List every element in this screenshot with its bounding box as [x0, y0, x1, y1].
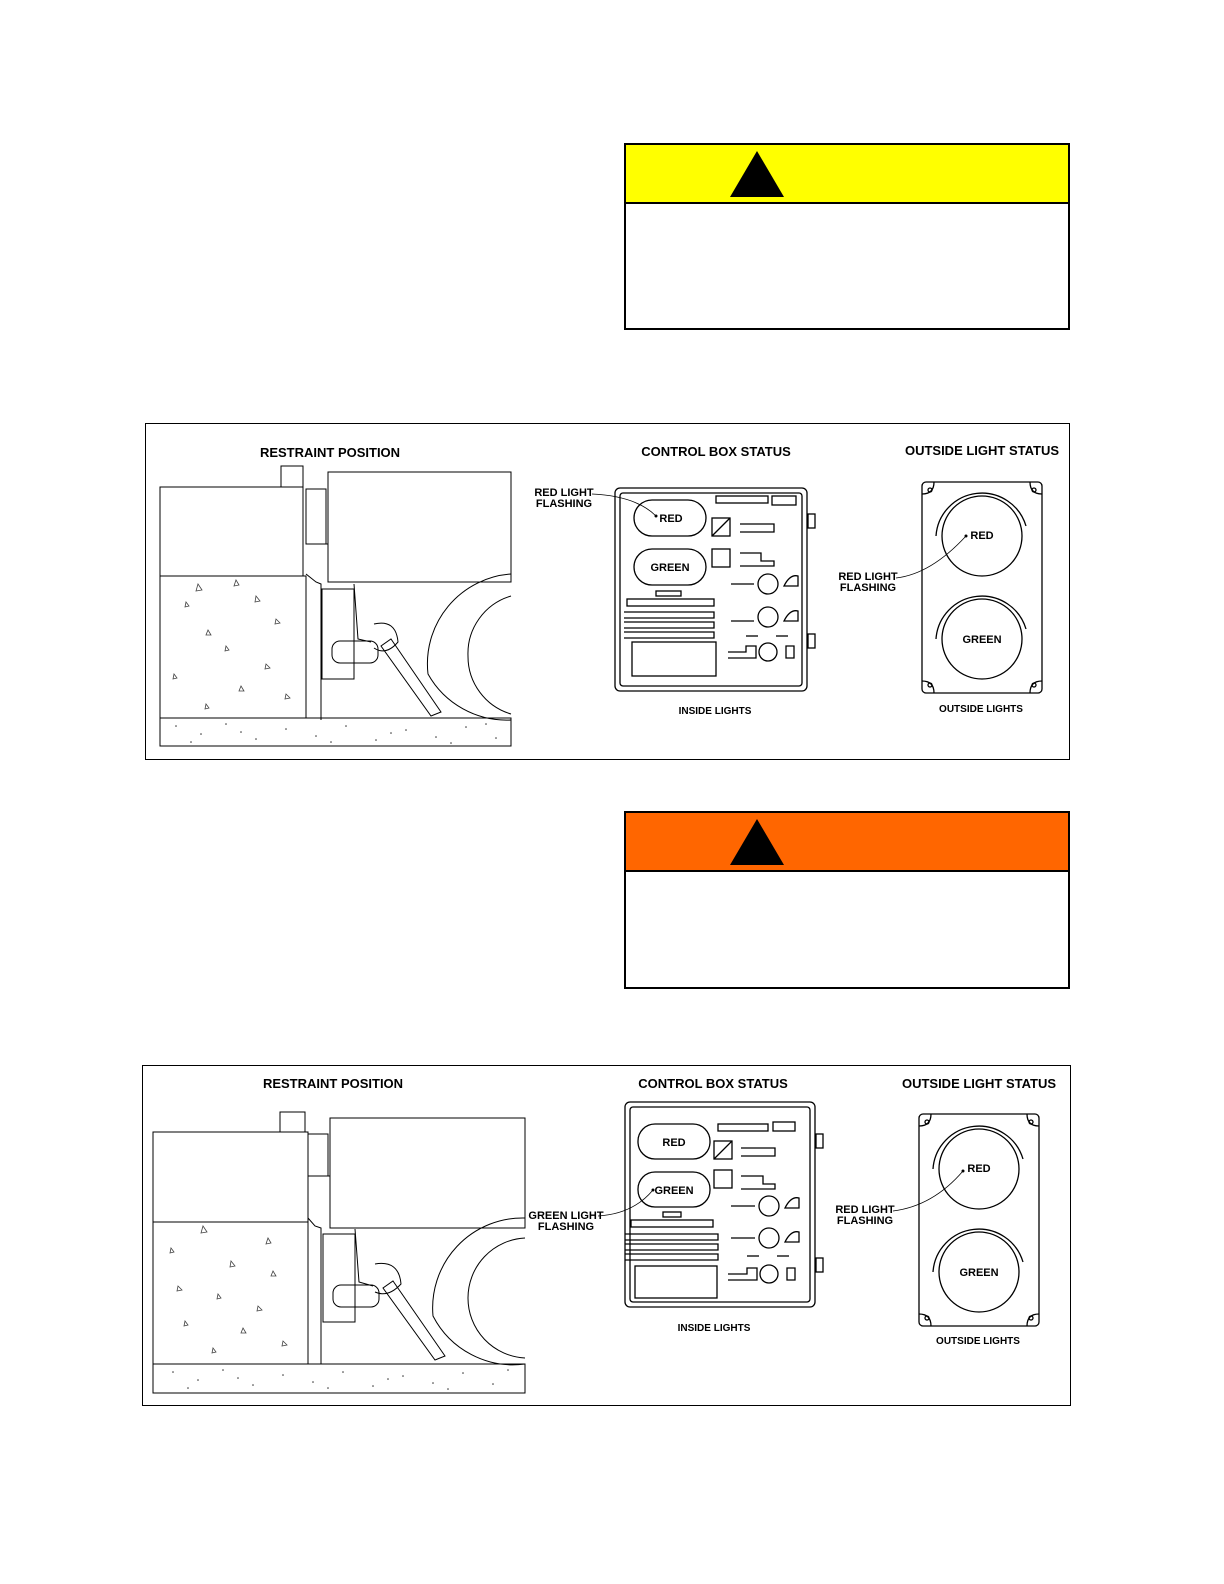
lamp-green-label: GREEN: [959, 1267, 999, 1279]
caption-outside-lights: OUTSIDE LIGHTS: [939, 704, 1023, 715]
warning-header: [626, 813, 1068, 872]
warning-triangle-icon: [730, 819, 784, 865]
box-callout-line-1: GREEN LIGHT: [528, 1210, 604, 1222]
outside-light-housing: [919, 1114, 1039, 1326]
control-box-lights: [634, 500, 706, 585]
lamp-callout: [838, 535, 967, 595]
lamp-callout-line-1: RED LIGHT: [835, 1204, 895, 1216]
concrete-texture: [173, 580, 290, 709]
heading-outside-light-status: OUTSIDE LIGHT STATUS: [901, 1076, 1057, 1091]
heading-control-box-status: CONTROL BOX STATUS: [638, 1076, 788, 1091]
lamp-red-label: RED: [970, 530, 994, 542]
heading-restraint-position: RESTRAINT POSITION: [259, 445, 401, 460]
box-callout-line-1: RED LIGHT: [534, 487, 594, 499]
box-red-label: RED: [662, 1137, 686, 1149]
caption-outside-lights: OUTSIDE LIGHTS: [936, 1336, 1020, 1347]
figure-panel-1: [145, 423, 1070, 760]
lamp-red-label: RED: [967, 1163, 991, 1175]
figure-drawing-2: [143, 1066, 1072, 1407]
box-callout-line-2: FLASHING: [537, 1221, 595, 1233]
restraint-drawing: [153, 1112, 525, 1393]
box-callout-line-2: FLASHING: [535, 498, 593, 510]
warning-triangle-icon: [730, 151, 784, 197]
heading-restraint-position: RESTRAINT POSITION: [262, 1076, 404, 1091]
box-callout: [528, 1189, 654, 1234]
figure-panel-2: [142, 1065, 1071, 1406]
warning-box: [624, 811, 1070, 989]
caution-header: [626, 145, 1068, 204]
caption-inside-lights: INSIDE LIGHTS: [678, 706, 752, 717]
concrete-texture: [170, 1226, 287, 1353]
lamp-callout-line-2: FLASHING: [839, 582, 897, 594]
box-green-label: GREEN: [650, 562, 690, 574]
box-green-label: GREEN: [654, 1185, 694, 1197]
heading-outside-light-status: OUTSIDE LIGHT STATUS: [904, 443, 1060, 458]
lamp-green-label: GREEN: [962, 634, 1002, 646]
heading-control-box-status: CONTROL BOX STATUS: [641, 444, 791, 459]
gravel-texture: [175, 723, 497, 744]
figure-drawing-1: [146, 424, 1071, 761]
gravel-texture: [172, 1369, 509, 1390]
outside-light-housing: [922, 482, 1042, 693]
caption-inside-lights: INSIDE LIGHTS: [677, 1323, 751, 1334]
lamp-callout-line-2: FLASHING: [836, 1215, 894, 1227]
box-red-label: RED: [659, 513, 683, 525]
caution-box: [624, 143, 1070, 330]
lamp-callout: [835, 1170, 964, 1228]
lamp-callout-line-1: RED LIGHT: [838, 571, 898, 583]
restraint-drawing: [160, 466, 511, 746]
